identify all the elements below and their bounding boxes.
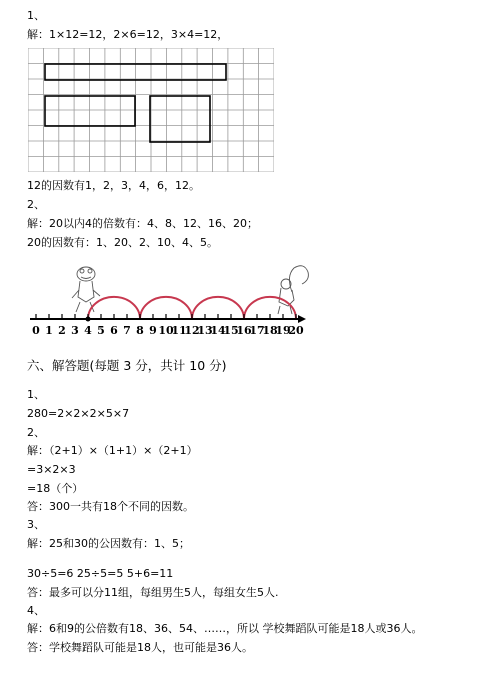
q2-multiples: 解：20以内4的倍数有：4、8、12、16、20； <box>27 217 258 230</box>
rect-3x4 <box>150 96 210 142</box>
p1-answer: 280=2×2×2×5×7 <box>27 407 130 420</box>
p2-line3: =18（个） <box>27 482 84 495</box>
q1-conclusion: 12的因数有1，2，3，4，6，12。 <box>27 179 200 192</box>
tick-label: 0 <box>32 324 40 337</box>
p2-number: 2、 <box>27 426 45 439</box>
tick-label: 8 <box>136 324 144 337</box>
tick-label: 20 <box>288 324 304 337</box>
tick-label: 18 <box>262 324 278 337</box>
tick-label: 1 <box>45 324 53 337</box>
q1-answer: 解：1×12=12，2×6=12，3×4=12， <box>27 28 229 41</box>
p3-line1: 解：25和30的公因数有：1、5； <box>27 537 190 550</box>
tick-label: 5 <box>97 324 105 337</box>
p3-number: 3、 <box>27 518 45 531</box>
p3-answer: 答：最多可以分11组，每组男生5人，每组女生5人. <box>27 586 279 599</box>
p2-answer: 答：300一共有18个不同的因数。 <box>27 500 194 513</box>
tick-label: 4 <box>84 324 92 337</box>
factor-grid-figure <box>28 48 274 172</box>
tick-label: 9 <box>149 324 157 337</box>
tick-label: 3 <box>71 324 79 337</box>
tick-label: 17 <box>249 324 265 337</box>
tick-label: 14 <box>210 324 226 337</box>
p3-line2: 30÷5=6 25÷5=5 5+6=11 <box>27 567 174 580</box>
tick-label: 11 <box>171 324 187 337</box>
p4-number: 4、 <box>27 604 45 617</box>
tick-label: 15 <box>223 324 239 337</box>
section-6-title: 六、解答题(每题 3 分，共计 10 分) <box>27 358 227 373</box>
q2-number: 2、 <box>27 198 45 211</box>
tick-label: 13 <box>197 324 213 337</box>
tick-label: 19 <box>275 324 291 337</box>
p1-number: 1、 <box>27 388 45 401</box>
squirrel-icon <box>278 266 308 314</box>
tick-label: 6 <box>110 324 118 337</box>
tick-label: 7 <box>123 324 131 337</box>
q1-number: 1、 <box>27 9 45 22</box>
p2-line1: 解：（2+1）×（1+1）×（2+1） <box>27 444 198 457</box>
number-line-figure <box>24 262 314 344</box>
p2-line2: =3×2×3 <box>27 463 76 476</box>
p4-line1: 解：6和9的公倍数有18、36、54、……，所以 学校舞蹈队可能是18人或36人。 <box>27 622 423 635</box>
axis-arrow <box>298 315 306 323</box>
tick-label: 2 <box>58 324 66 337</box>
tick-label: 10 <box>158 324 174 337</box>
q2-factors: 20的因数有：1、20、2、10、4、5。 <box>27 236 218 249</box>
p4-answer: 答：学校舞蹈队可能是18人，也可能是36人。 <box>27 641 253 654</box>
frog-icon <box>72 267 100 312</box>
tick-label: 16 <box>236 324 252 337</box>
tick-label: 12 <box>184 324 200 337</box>
